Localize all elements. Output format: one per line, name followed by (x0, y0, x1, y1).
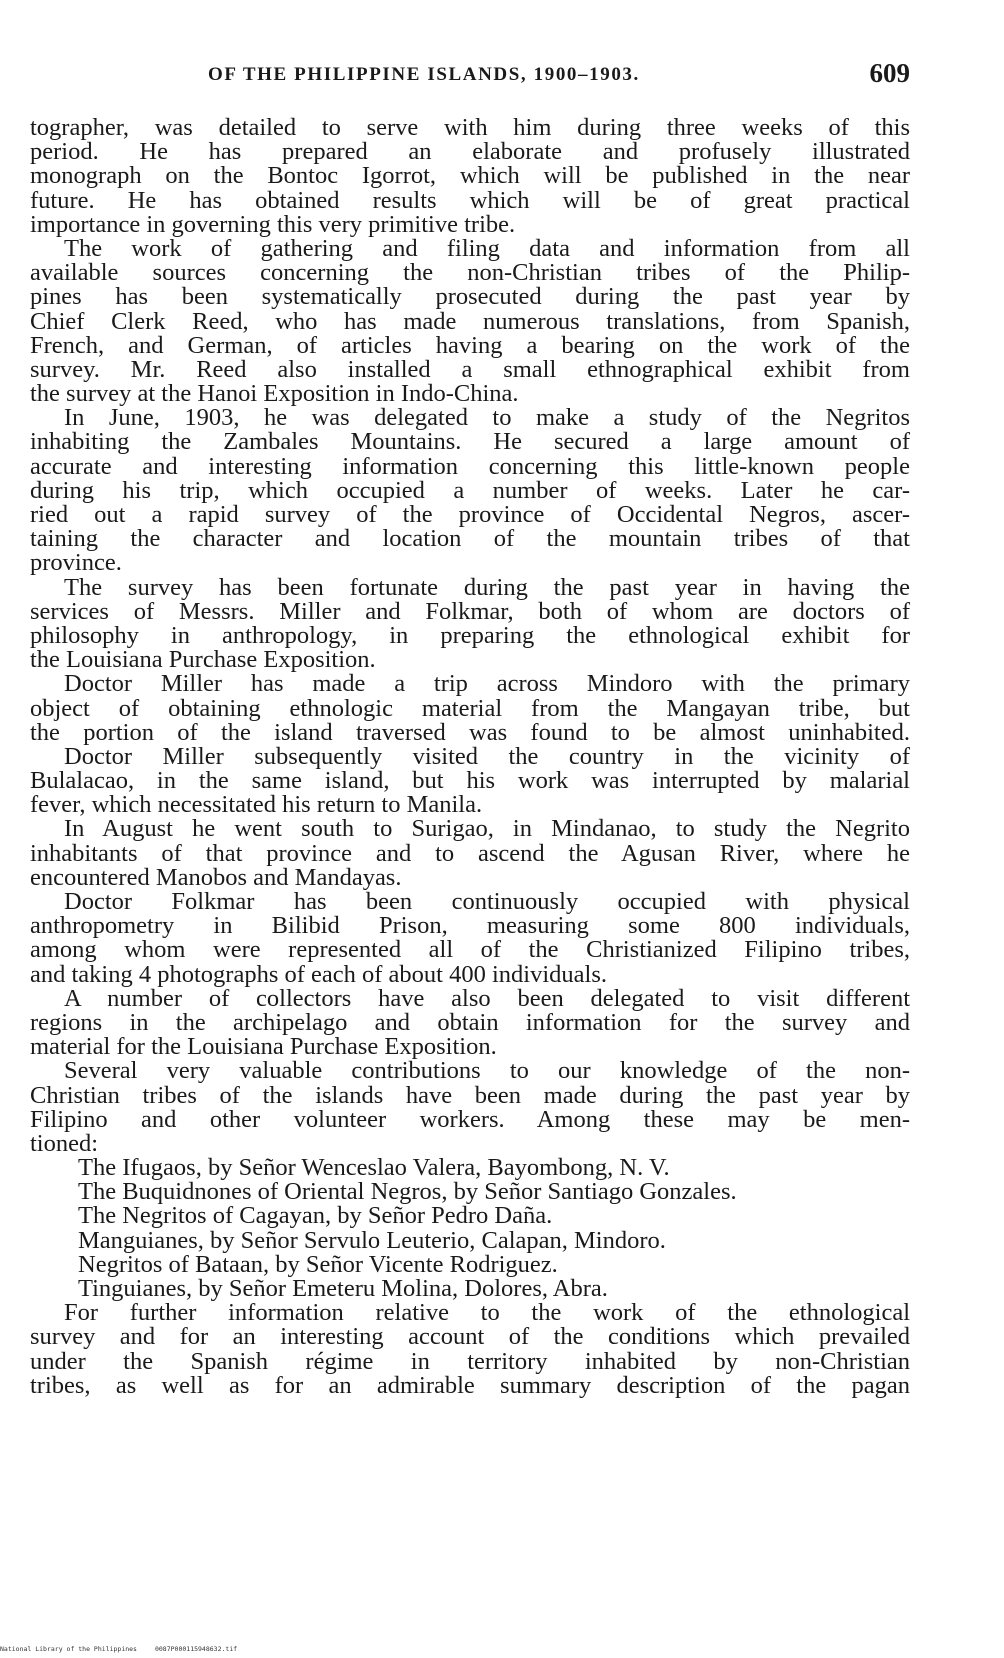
text-line: accurate and interesting information concerning this little-known people (30, 452, 910, 480)
text-line: object of obtaining ethnologic material from the Mangayan tribe, but (30, 694, 910, 722)
text-line: available sources concerning the non-Christian tribes of the Philip- (30, 259, 910, 287)
text-line: tioned: (30, 1129, 99, 1157)
text-line: services of Messrs. Miller and Folkmar, both of whom are doctors of (30, 597, 910, 625)
text-line: province. (30, 549, 122, 577)
page-number: 609 (869, 58, 910, 88)
footer-library: National Library of the Philippines (0, 1645, 137, 1653)
text-line: during his trip, which occupied a number of weeks. Later he car- (30, 476, 910, 504)
text-line: Filipino and other volunteer workers. Among these may be men- (30, 1105, 910, 1133)
text-line: the portion of the island traversed was found to be almost uninhabited. (30, 718, 910, 746)
running-head (30, 58, 910, 92)
text-line: French, and German, of articles having a bearing on the work of the (30, 331, 910, 359)
text-line: tographer, was detailed to serve with him during three weeks of this (30, 114, 910, 141)
text-line: encountered Manobos and Mandayas. (30, 863, 402, 891)
text-line: The survey has been fortunate during the past year in having the (64, 573, 910, 601)
text-line: Doctor Miller subsequently visited the country in the vicinity of (64, 742, 910, 770)
text-line: survey. Mr. Reed also installed a small ethnographical exhibit from (30, 355, 910, 383)
text-line: and taking 4 photographs of each of about 400 individuals. (30, 960, 607, 988)
text-line: monograph on the Bontoc Igorrot, which will be published in the near (30, 162, 910, 190)
text-line: anthropometry in Bilibid Prison, measuring some 800 individuals, (30, 912, 910, 940)
running-title: OF THE PHILIPPINE ISLANDS, 1900–1903. (208, 64, 640, 85)
text-line: Christian tribes of the islands have been made during the past year by (30, 1081, 910, 1109)
list-item: The Buquidnones of Oriental Negros, by Señor Santiago Gonzales. (78, 1178, 737, 1206)
text-line: under the Spanish régime in territory inhabited by non-Christian (30, 1347, 910, 1375)
text-line: inhabitants of that province and to ascend the Agusan River, where he (30, 839, 910, 867)
text-line: fever, which necessitated his return to Manila. (30, 791, 483, 819)
text-line: For further information relative to the work of the ethnological (64, 1299, 910, 1327)
list-item: Negritos of Bataan, by Señor Vicente Rodriguez. (78, 1250, 558, 1278)
text-line: In August he went south to Surigao, in Mindanao, to study the Negrito (64, 815, 910, 843)
text-line: the survey at the Hanoi Exposition in Indo-China. (30, 380, 519, 408)
list-item: Tinguianes, by Señor Emeteru Molina, Dolores, Abra. (78, 1275, 608, 1302)
text-line: In June, 1903, he was delegated to make a study of the Negritos (64, 404, 910, 432)
text-line: the Louisiana Purchase Exposition. (30, 646, 376, 674)
text-line: pines has been systematically prosecuted during the past year by (30, 283, 910, 311)
scan-footer (0, 1645, 237, 1653)
text-line: regions in the archipelago and obtain information for the survey and (30, 1008, 910, 1036)
text-line: ried out a rapid survey of the province of Occidental Negros, ascer- (30, 501, 910, 528)
text-line: future. He has obtained results which will be of great practical (30, 186, 910, 214)
text-line: The work of gathering and filing data and information from all (64, 234, 910, 262)
text-line: Several very valuable contributions to our knowledge of the non- (64, 1057, 910, 1085)
list-item: Manguianes, by Señor Servulo Leuterio, Calapan, Mindoro. (78, 1226, 666, 1254)
text-line: Bulalacao, in the same island, but his work was interrupted by malarial (30, 767, 910, 795)
text-line: tribes, as well as for an admirable summary description of the pagan (30, 1371, 910, 1399)
text-line: Doctor Folkmar has been continuously occupied with physical (64, 888, 910, 915)
body-text (30, 116, 910, 1398)
text-line: among whom were represented all of the Christianized Filipino tribes, (30, 936, 910, 964)
list-item: The Ifugaos, by Señor Wenceslao Valera, Bayombong, N. V. (78, 1154, 670, 1182)
text-line: Doctor Miller has made a trip across Mindoro with the primary (64, 670, 910, 698)
text-line: taining the character and location of the mountain tribes of that (30, 525, 910, 553)
text-line: inhabiting the Zambales Mountains. He secured a large amount of (30, 428, 910, 456)
text-line: Chief Clerk Reed, who has made numerous translations, from Spanish, (30, 307, 910, 335)
text-line: importance in governing this very primitive tribe. (30, 210, 516, 238)
footer-file-id: 0087P000115948632.tif (154, 1645, 238, 1653)
text-line: period. He has prepared an elaborate and profusely illustrated (30, 138, 910, 166)
list-item: The Negritos of Cagayan, by Señor Pedro Daña. (78, 1202, 553, 1230)
text-line: material for the Louisiana Purchase Exposition. (30, 1033, 497, 1061)
text-line: survey and for an interesting account of the conditions which prevailed (30, 1323, 910, 1351)
text-line: philosophy in anthropology, in preparing the ethnological exhibit for (30, 621, 910, 649)
text-line: A number of collectors have also been delegated to visit different (64, 984, 910, 1012)
